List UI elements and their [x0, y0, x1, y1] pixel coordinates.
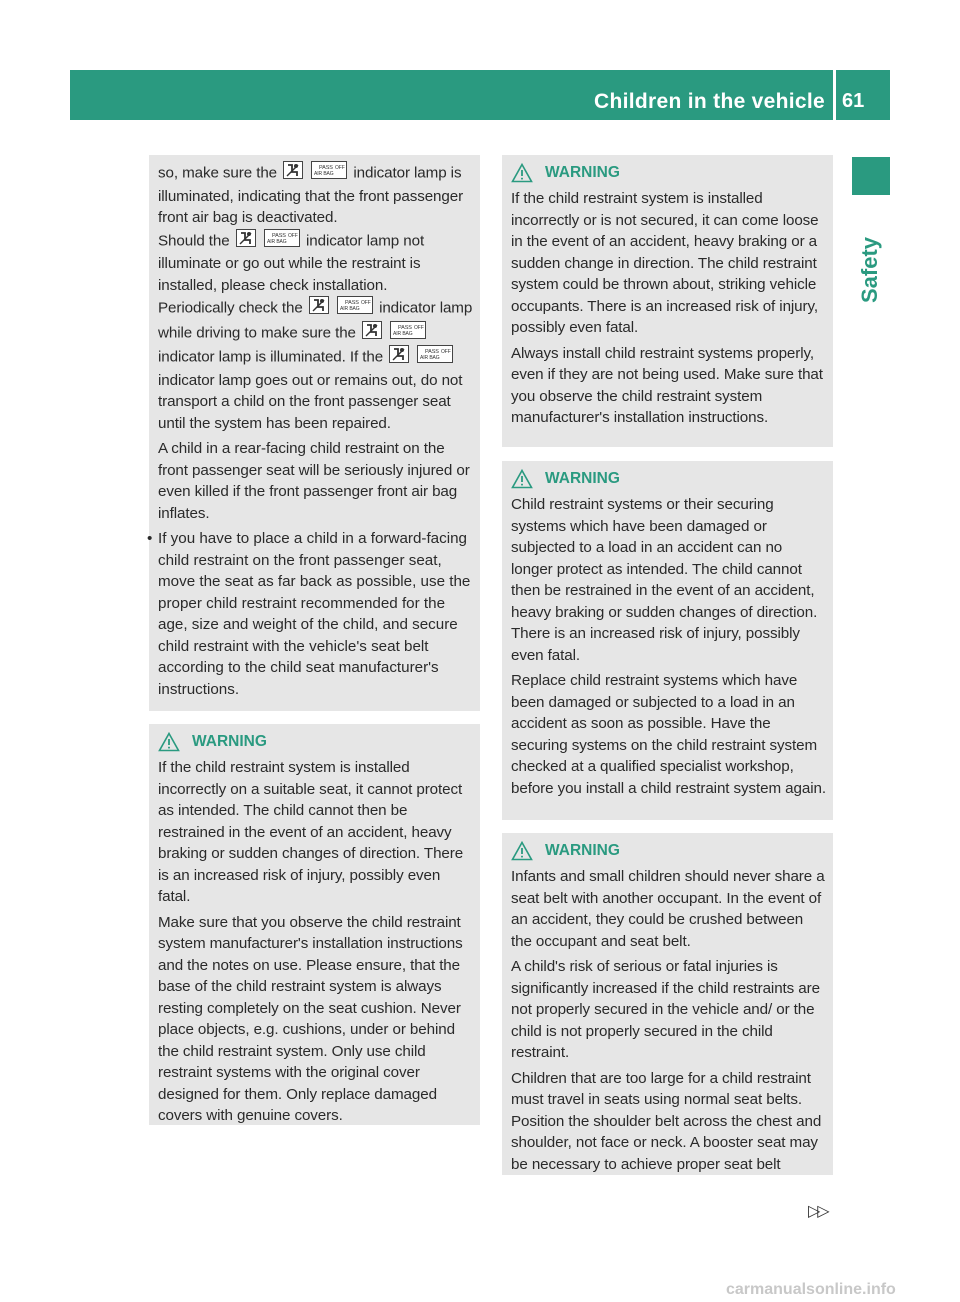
svg-text:OFF: OFF — [414, 324, 424, 331]
intro-paragraph-2: Should the PASS AIR BAG OFF indicator lamp not illuminate or go out while the restraint is installed, please check installation. — [158, 229, 474, 297]
warning-label: WARNING — [545, 842, 620, 859]
warning-paragraph: Replace child restraint systems which have been damaged or subjected to a load in an accident as soon as possible. Have the securing systems on the child restraint system checked at a qualified specialist workshop, before you install a child restraint system again. — [511, 672, 826, 797]
warning-box — [502, 155, 833, 447]
warning-box — [149, 724, 480, 1125]
page-number: 61 — [842, 90, 865, 112]
warning-paragraph: If the child restraint system is installed incorrectly or is not secured, it can come loose in the event of an accident, heavy braking or a sudden change in direction. The child restraint system could be thrown about, striking vehicle occupants. There is an increased risk of injury, possibly even fatal. — [511, 190, 819, 336]
intro-paragraph-1: so, make sure the PASS AIR BAG OFF indicator lamp is illuminated, indicating that the front passenger front air bag is deactivated. — [158, 161, 474, 229]
warning-header — [511, 467, 827, 491]
bullet: • — [147, 530, 153, 547]
child-seat-icon — [389, 345, 409, 370]
page-title: Children in the vehicle — [594, 90, 825, 113]
warning-paragraph: Always install child restraint systems properly, even if they are not being used. Make sure that you observe the child restraint system manufacturer's installation instructions. — [511, 344, 823, 426]
page-header-bar — [70, 70, 890, 120]
svg-text:OFF: OFF — [441, 349, 452, 355]
pass-airbag-off-icon — [311, 161, 347, 186]
svg-text:AIR BAG: AIR BAG — [314, 171, 334, 177]
warning-paragraph: Children that are too large for a child restraint must travel in seats using normal seat belts. Position the shoulder belt across the chest and shoulder, not face or neck. A booster seat may be necessary to achieve proper seat belt — [511, 1069, 822, 1173]
pass-airbag-off-icon — [417, 345, 453, 370]
warning-label: WARNING — [545, 164, 620, 181]
warning-label: WARNING — [192, 733, 267, 750]
svg-text:OFF: OFF — [360, 300, 371, 306]
warning-icon — [511, 841, 537, 861]
svg-text:PASS: PASS — [319, 165, 334, 171]
warning-header — [511, 161, 827, 185]
warning-paragraph: Child restraint systems or their securing systems which have been damaged or subjected to a load in an accident can no longer protect as intended. The child cannot then be restrained in the event of an accident, heavy braking or sudden changes of direction. There is an increased risk of injury, possibly even fatal. — [511, 496, 818, 664]
intro-paragraph-4: A child in a rear-facing child restraint on the front passenger seat will be seriously injured or even killed if the front passenger front air bag inflates. — [158, 440, 470, 522]
svg-text:OFF: OFF — [335, 165, 345, 171]
list-item-text: If you have to place a child in a forward-facing child restraint on the front passenger seat, move the seat as far back as possible, use the proper child restraint recommended for the age, size and weight of the child, and secure child restraint with the vehicle's seat belt according to the child seat manufacturer's instructions. — [158, 530, 471, 698]
warning-paragraph: A child's risk of serious or fatal injuries is significantly increased if the child restraints are not properly secured in the vehicle and/ or the child is not properly secured in the child restraint. — [511, 958, 820, 1061]
pass-airbag-off-icon — [390, 321, 426, 346]
svg-text:AIR BAG: AIR BAG — [266, 238, 287, 245]
section-tab-label: Safety — [857, 236, 882, 304]
child-seat-icon — [236, 229, 256, 254]
continue-arrow-icon: ▷▷ — [808, 1203, 827, 1220]
section-tab — [848, 205, 892, 335]
pass-airbag-off-icon — [264, 229, 300, 254]
svg-text:AIR BAG: AIR BAG — [339, 306, 360, 312]
warning-label: WARNING — [545, 470, 620, 487]
intro-paragraph-3: Periodically check the PASS AIR BAG OFF indicator lamp while driving to make sure the PASS AIR BAG OFF indicator lamp is illuminated. If the PASS AIR BAG OFF indicator lamp goes out or remains out, do not transport a child on the front passenger seat until the system has been repaired. — [158, 296, 474, 434]
intro-text-block — [149, 155, 480, 711]
child-seat-icon — [309, 296, 329, 321]
svg-text:AIR BAG: AIR BAG — [420, 355, 440, 361]
pass-airbag-off-icon — [337, 296, 373, 321]
svg-text:AIR BAG: AIR BAG — [393, 330, 413, 337]
warning-box — [502, 461, 833, 820]
warning-box — [502, 833, 833, 1175]
child-seat-icon — [283, 161, 303, 186]
list-item — [141, 528, 474, 700]
watermark: carmanualsonline.info — [726, 1281, 896, 1298]
warning-icon — [511, 163, 537, 183]
svg-text:PASS: PASS — [344, 300, 359, 306]
warning-paragraph: Infants and small children should never share a seat belt with another occupant. In the event of an accident, they could be crushed between the occupant and seat belt. — [511, 868, 825, 950]
warning-paragraph: If the child restraint system is installed incorrectly on a suitable seat, it cannot protect as intended. The child cannot then be restrained in the event of an accident, heavy braking or sudden changes of direction. There is an increased risk of injury, possibly even fatal. — [158, 759, 464, 905]
header-separator — [833, 70, 836, 120]
warning-header — [511, 839, 827, 863]
child-seat-icon — [362, 321, 382, 346]
svg-text:PASS: PASS — [398, 324, 413, 331]
warning-icon — [511, 469, 537, 489]
warning-paragraph: Make sure that you observe the child restraint system manufacturer's installation instructions and the notes on use. Please ensure, that the base of the child restraint system is always resting completely on the seat cushion. Never place objects, e.g. cushions, under or behind the child restraint system. Only use child restraint systems with the original cover designed for them. Only replace damaged covers with genuine covers. — [158, 913, 463, 1124]
svg-text:OFF: OFF — [287, 232, 298, 239]
section-marker — [852, 157, 890, 195]
warning-header — [158, 730, 474, 754]
warning-icon — [158, 732, 184, 752]
svg-text:PASS: PASS — [425, 349, 440, 355]
svg-text:PASS: PASS — [271, 232, 286, 239]
